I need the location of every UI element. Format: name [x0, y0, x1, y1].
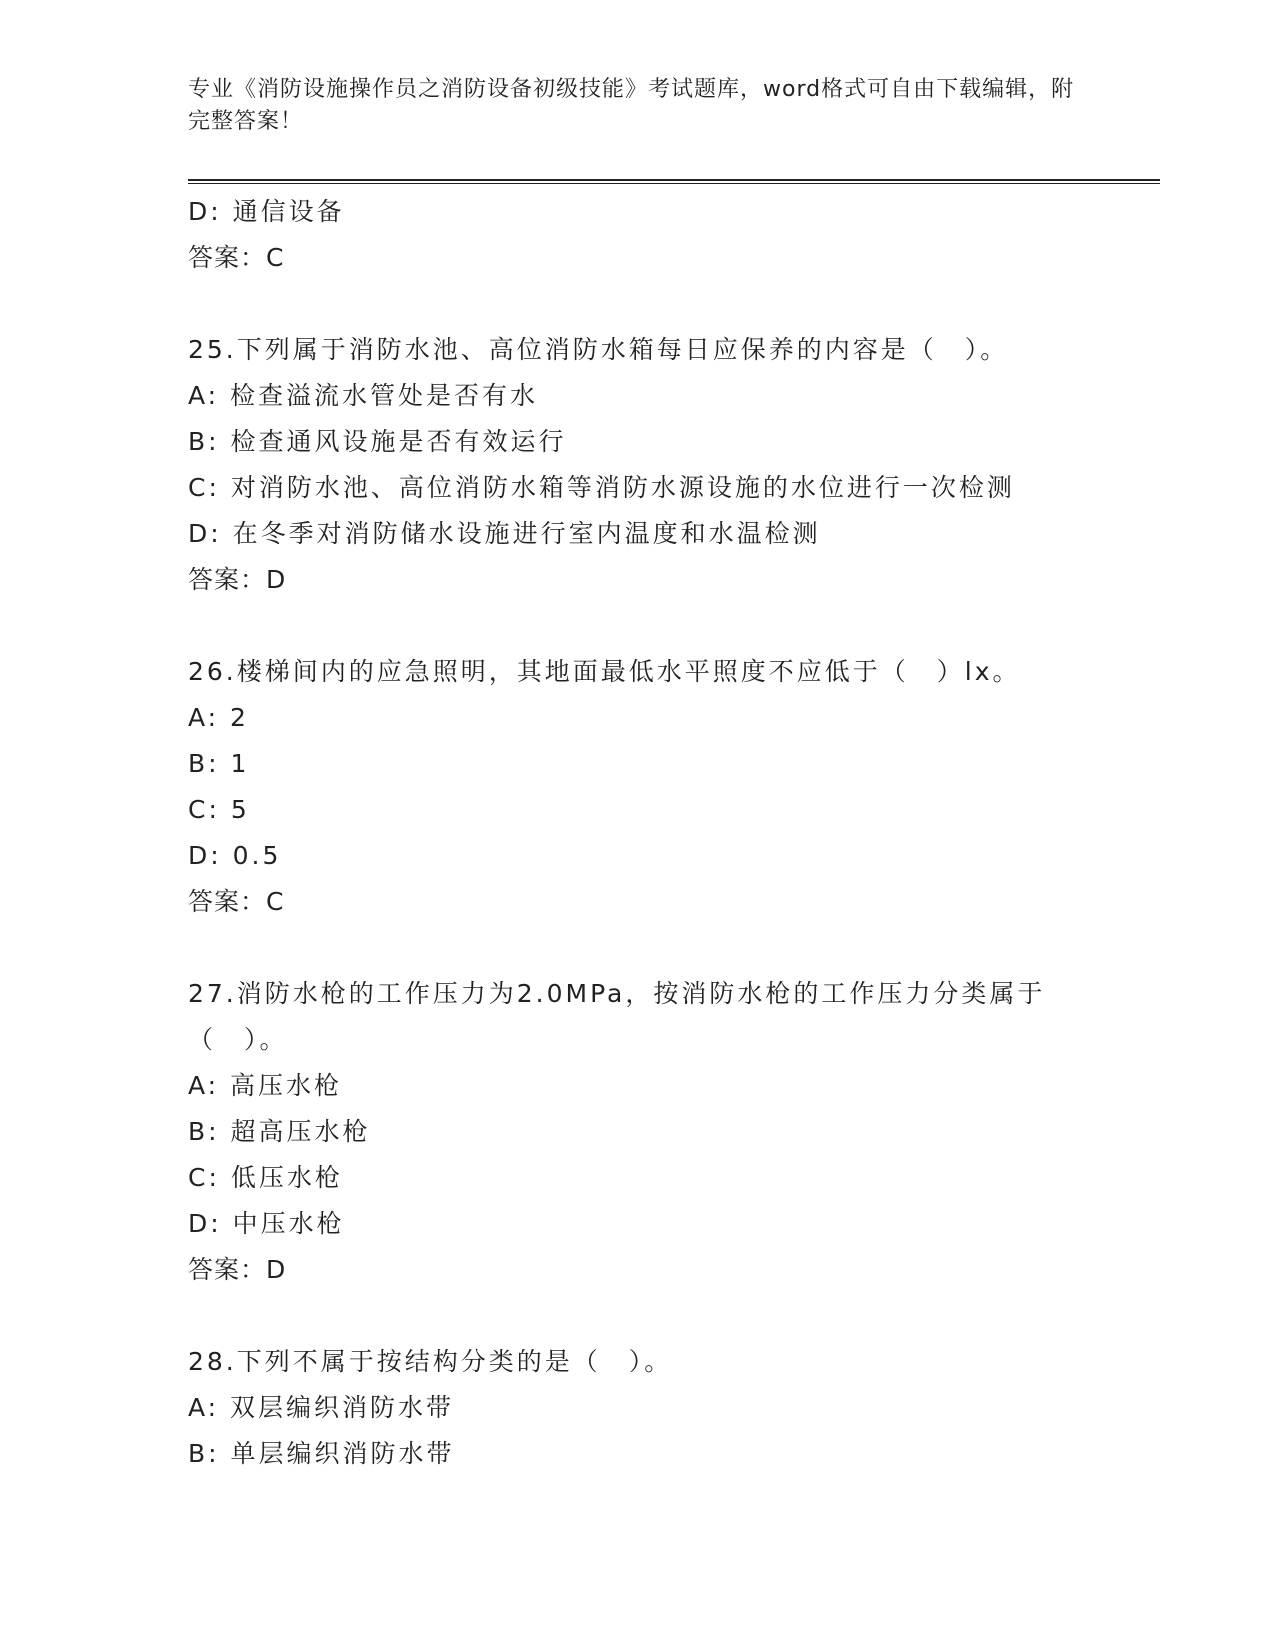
option-a: A: 双层编织消防水带: [188, 1393, 455, 1422]
option-d: D: 0.5: [188, 841, 282, 870]
option-d: D: 中压水枪: [188, 1209, 345, 1238]
option-d: D: 通信设备: [188, 197, 345, 226]
option-a: A: 2: [188, 703, 249, 732]
option-c: C: 对消防水池、高位消防水箱等消防水源设施的水位进行一次检测: [188, 473, 1015, 502]
option-b: B: 检查通风设施是否有效运行: [188, 427, 567, 456]
question-stem: 27.消防水枪的工作压力为2.0MPa，按消防水枪的工作压力分类属于（ ）。: [188, 979, 1046, 1054]
document-header: [188, 74, 1088, 138]
question-28: [188, 1339, 1088, 1477]
question-stem: 25.下列属于消防水池、高位消防水箱每日应保养的内容是（ ）。: [188, 335, 1009, 364]
option-d: D: 在冬季对消防储水设施进行室内温度和水温检测: [188, 519, 821, 548]
answer: 答案：D: [188, 1255, 287, 1284]
header-title: 专业《消防设施操作员之消防设备初级技能》考试题库，word格式可自由下载编辑，附完整答案！: [188, 77, 1075, 134]
question-27: [188, 971, 1088, 1293]
question-25: [188, 327, 1088, 603]
question-stem: 28.下列不属于按结构分类的是（ ）。: [188, 1347, 673, 1376]
option-c: C: 低压水枪: [188, 1163, 343, 1192]
answer: 答案：D: [188, 565, 287, 594]
question-stem: 26.楼梯间内的应急照明，其地面最低水平照度不应低于（ ）lx。: [188, 657, 1021, 686]
header-rule-thick: [188, 179, 1160, 181]
question-list: [188, 189, 1088, 1477]
option-b: B: 单层编织消防水带: [188, 1439, 455, 1468]
answer: 答案：C: [188, 243, 285, 272]
header-rule-thin: [188, 183, 1160, 184]
option-b: B: 1: [188, 749, 250, 778]
answer: 答案：C: [188, 887, 285, 916]
carryover-block: [188, 189, 1088, 281]
option-b: B: 超高压水枪: [188, 1117, 371, 1146]
option-a: A: 高压水枪: [188, 1071, 343, 1100]
option-a: A: 检查溢流水管处是否有水: [188, 381, 539, 410]
question-26: [188, 649, 1088, 925]
option-c: C: 5: [188, 795, 250, 824]
